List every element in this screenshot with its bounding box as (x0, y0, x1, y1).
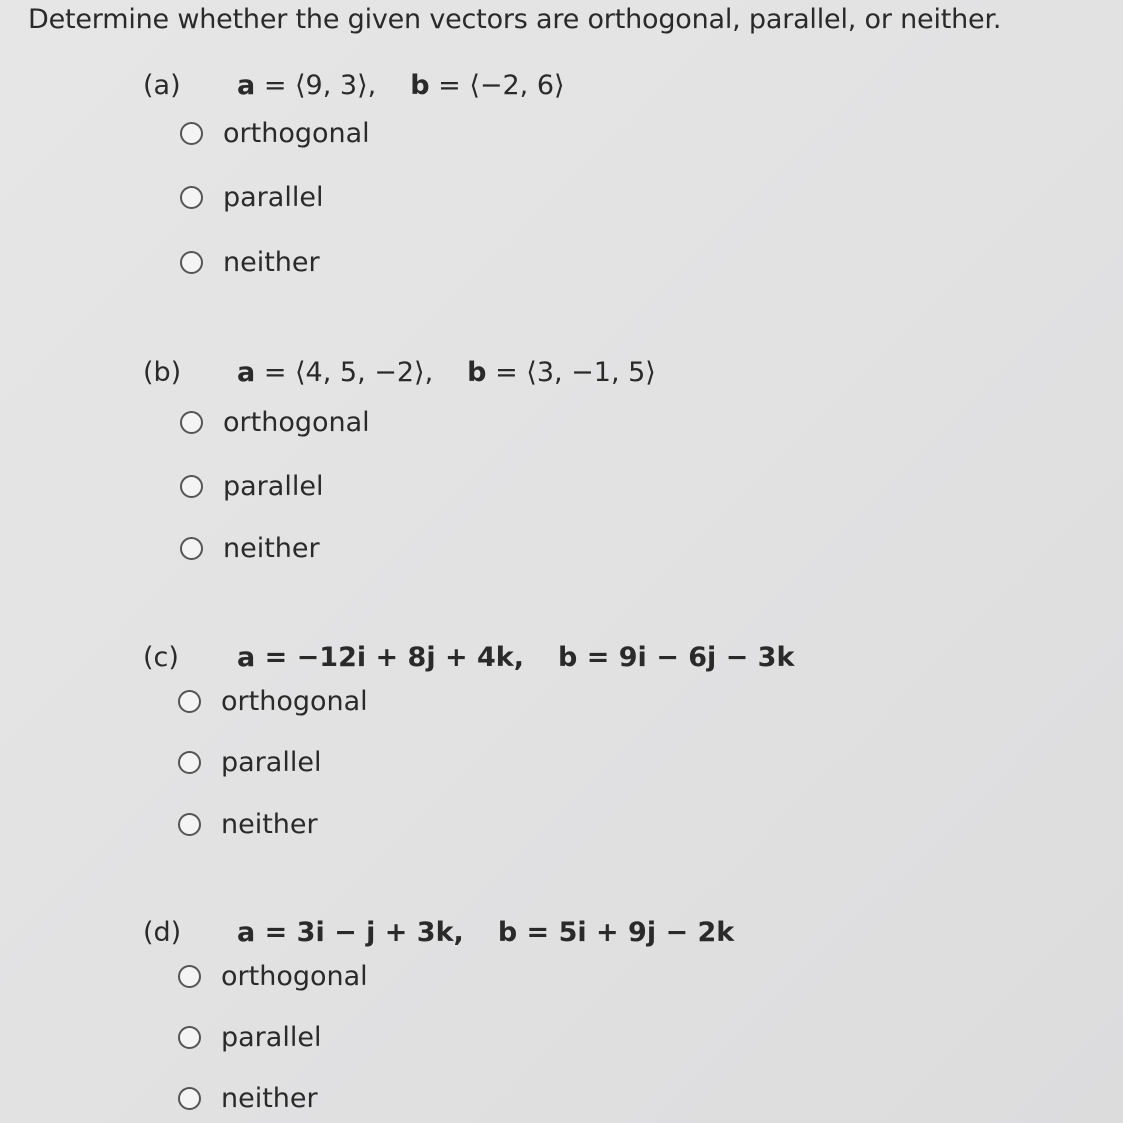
question-header (143, 70, 565, 101)
vector-a (237, 917, 464, 948)
vector-a-name: a (237, 642, 256, 673)
radio-button[interactable] (180, 122, 203, 145)
vector-b-expr: = ⟨3, −1, 5⟩ (486, 357, 656, 388)
radio-button[interactable] (178, 690, 201, 713)
question-header (143, 357, 656, 388)
vector-b-name: b (497, 917, 518, 948)
radio-button[interactable] (178, 813, 201, 836)
radio-button[interactable] (180, 475, 203, 498)
radio-button[interactable] (178, 1087, 201, 1110)
radio-button[interactable] (180, 186, 203, 209)
vector-a-expr: = ⟨9, 3⟩, (255, 70, 377, 101)
vector-b-name: b (410, 70, 430, 101)
vector-b-expr: = ⟨−2, 6⟩ (429, 70, 565, 101)
part-label: (c) (143, 642, 179, 673)
option-parallel[interactable] (178, 747, 321, 778)
option-label: orthogonal (223, 118, 370, 149)
vector-a-name: a (237, 70, 256, 101)
vector-b (558, 642, 794, 673)
vector-a (237, 642, 524, 673)
vector-a (237, 357, 433, 388)
vector-b-expr: = 5i + 9j − 2k (517, 917, 735, 948)
option-orthogonal[interactable] (178, 961, 368, 992)
option-neither[interactable] (178, 1083, 318, 1114)
radio-button[interactable] (178, 965, 201, 988)
option-label: neither (221, 1083, 318, 1114)
option-label: parallel (223, 182, 324, 213)
vector-a-expr: = −12i + 8j + 4k, (255, 642, 524, 673)
radio-button[interactable] (178, 751, 201, 774)
vector-b (467, 357, 656, 388)
option-neither[interactable] (180, 533, 320, 564)
option-neither[interactable] (180, 247, 320, 278)
part-label: (b) (143, 357, 182, 388)
vector-b-expr: = 9i − 6j − 3k (577, 642, 795, 673)
option-label: neither (221, 809, 318, 840)
vector-b (498, 917, 734, 948)
option-neither[interactable] (178, 809, 318, 840)
option-parallel[interactable] (180, 471, 323, 502)
option-orthogonal[interactable] (180, 118, 370, 149)
option-label: orthogonal (221, 686, 368, 717)
option-label: parallel (221, 1022, 322, 1053)
vector-a (237, 70, 376, 101)
option-label: orthogonal (223, 407, 370, 438)
option-label: orthogonal (221, 961, 368, 992)
vector-b-name: b (467, 357, 487, 388)
option-label: parallel (221, 747, 322, 778)
question-header (143, 917, 734, 948)
option-parallel[interactable] (180, 182, 323, 213)
option-label: neither (223, 247, 320, 278)
option-orthogonal[interactable] (180, 407, 370, 438)
vector-a-name: a (237, 357, 256, 388)
vector-b (410, 70, 564, 101)
vector-a-expr: = ⟨4, 5, −2⟩, (255, 357, 434, 388)
vector-b-name: b (558, 642, 578, 673)
option-orthogonal[interactable] (178, 686, 368, 717)
radio-button[interactable] (180, 537, 203, 560)
radio-button[interactable] (180, 251, 203, 274)
vector-a-name: a (237, 917, 256, 948)
radio-button[interactable] (178, 1026, 201, 1049)
part-label: (d) (143, 917, 182, 948)
option-label: parallel (223, 471, 324, 502)
question-header (143, 642, 794, 673)
vector-a-expr: = 3i − j + 3k, (255, 917, 464, 948)
option-label: neither (223, 533, 320, 564)
part-label: (a) (143, 70, 181, 101)
question-title: Determine whether the given vectors are orthogonal, parallel, or neither. (28, 4, 1002, 35)
option-parallel[interactable] (178, 1022, 321, 1053)
radio-button[interactable] (180, 411, 203, 434)
